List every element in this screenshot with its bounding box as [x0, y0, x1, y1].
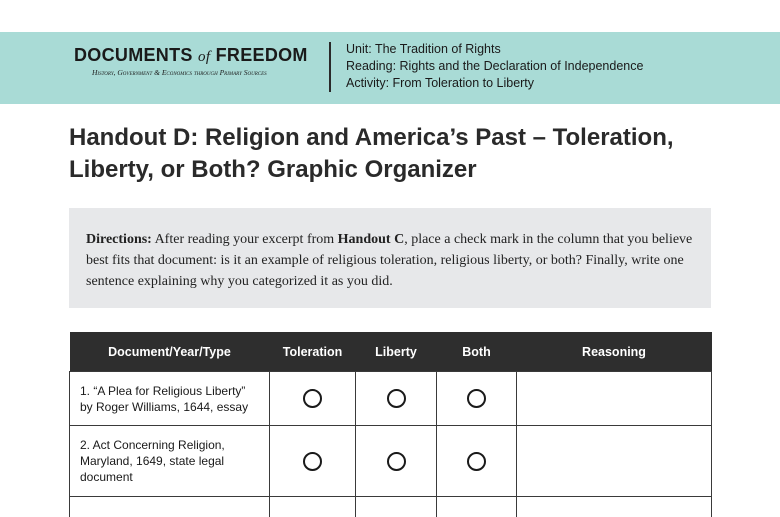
both-check-cell[interactable] [437, 426, 517, 497]
liberty-check-cell[interactable] [356, 372, 437, 426]
both-check-cell[interactable] [437, 372, 517, 426]
both-checkbox-circle[interactable] [467, 389, 486, 408]
column-header-toleration: Toleration [270, 332, 356, 372]
handout-title-line-2: Liberty, or Both? Graphic Organizer [69, 156, 477, 183]
documents-of-freedom-logo [74, 45, 308, 77]
logo-title [74, 45, 308, 66]
reasoning-cell[interactable] [517, 426, 712, 497]
toleration-check-cell[interactable] [270, 426, 356, 497]
directions-label: Directions: [86, 232, 152, 247]
column-header-document: Document/Year/Type [70, 332, 270, 372]
directions-box [69, 208, 711, 308]
activity-label: Activity: From Toleration to Liberty [346, 75, 643, 92]
directions-handout-ref: Handout C [338, 232, 405, 247]
handout-title-line-1: Handout D: Religion and America’s Past – Toleration, [69, 124, 674, 151]
both-checkbox-circle[interactable] [467, 452, 486, 471]
handout-title [69, 122, 729, 186]
directions-text-1: After reading your excerpt from [152, 232, 338, 247]
table-row [70, 372, 712, 426]
reasoning-cell[interactable] [517, 372, 712, 426]
toleration-checkbox-circle[interactable] [303, 389, 322, 408]
unit-info [346, 41, 643, 92]
liberty-checkbox-circle[interactable] [387, 389, 406, 408]
liberty-checkbox-circle[interactable] [387, 452, 406, 471]
column-header-liberty: Liberty [356, 332, 437, 372]
document-cell: 2. Act Concerning Religion, Maryland, 1649, state legal document [70, 426, 270, 497]
logo-word-documents: DOCUMENTS [74, 45, 193, 65]
unit-label: Unit: The Tradition of Rights [346, 41, 643, 58]
logo-tagline: History, Government & Economics through Primary Sources [74, 68, 308, 77]
toleration-checkbox-circle[interactable] [303, 452, 322, 471]
reading-label: Reading: Rights and the Declaration of Independence [346, 58, 643, 75]
toleration-check-cell[interactable] [270, 372, 356, 426]
logo-word-of: of [198, 49, 210, 65]
directions-text-2: , place a check mark in the column that you believe best fits that document: is it an example of religious toleration, religious liberty, or both? Finally, write one sentence explaining why you categorized it as you did. [86, 232, 692, 289]
column-header-reasoning: Reasoning [517, 332, 712, 372]
table-row [70, 426, 712, 497]
header-divider [329, 42, 331, 92]
liberty-check-cell[interactable] [356, 426, 437, 497]
document-cell: 1. “A Plea for Religious Liberty” by Roger Williams, 1644, essay [70, 372, 270, 426]
table-header-row [70, 332, 712, 372]
column-header-both: Both [437, 332, 517, 372]
graphic-organizer-table [69, 332, 712, 517]
logo-word-freedom: FREEDOM [216, 45, 308, 65]
